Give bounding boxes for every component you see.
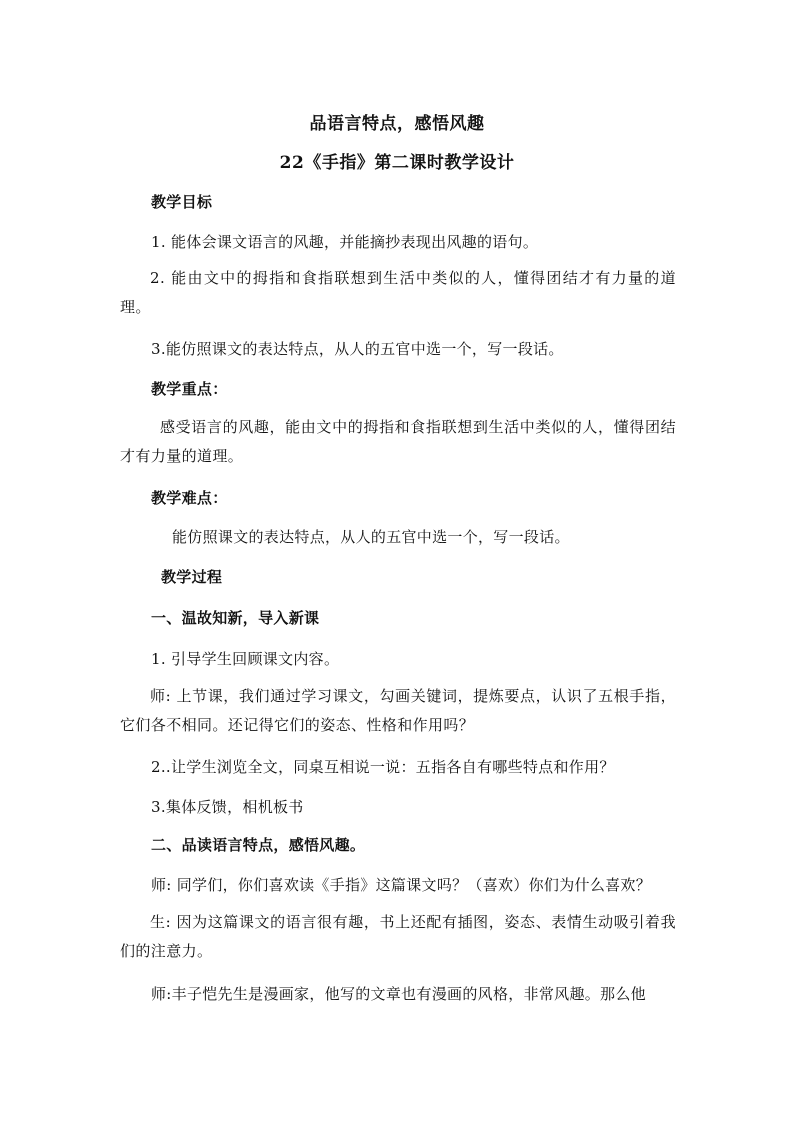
goal-3: 3.能仿照课文的表达特点，从人的五官中选一个，写一段话。 — [151, 340, 564, 358]
section-2-teacher-comment: 师:丰子恺先生是漫画家，他写的文章也有漫画的风格，非常风趣。那么他 — [151, 985, 646, 1003]
section-1-step-1: 1. 引导学生回顾课文内容。 — [151, 650, 340, 668]
goal-2: 2. 能由文中的拇指和食指联想到生活中类似的人，懂得团结才有力量的道理。 — [120, 269, 676, 316]
process-heading: 教学过程 — [161, 568, 223, 586]
goal-1: 1. 能体会课文语言的风趣，并能摘抄表现出风趣的语句。 — [151, 233, 539, 251]
document-subtitle: 22《手指》第二课时教学设计 — [279, 153, 515, 173]
section-2-student-answer: 生: 因为这篇课文的语言很有趣，书上还配有插图，姿态、表情生动吸引着我们的注意力。 — [120, 913, 676, 960]
section-2-teacher-question: 师: 同学们，你们喜欢读《手指》这篇课文吗？（喜欢）你们为什么喜欢？ — [151, 876, 652, 894]
key-points-heading: 教学重点： — [151, 380, 228, 398]
section-1-teacher-prompt: 师: 上节课，我们通过学习课文，勾画关键词，提炼要点，认识了五根手指，它们各不相同。还记得它们的姿态、性格和作用吗？ — [120, 687, 676, 734]
section-1-step-3: 3.集体反馈，相机板书 — [151, 798, 304, 816]
section-2-heading: 二、品读语言特点，感悟风趣。 — [151, 836, 366, 854]
difficulty-text: 能仿照课文的表达特点，从人的五官中选一个，写一段话。 — [172, 528, 570, 546]
section-1-heading: 一、温故知新，导入新课 — [151, 609, 320, 627]
document-title: 品语言特点，感悟风趣 — [309, 114, 485, 134]
key-points-text: 感受语言的风趣，能由文中的拇指和食指联想到生活中类似的人，懂得团结才有力量的道理。 — [120, 418, 676, 465]
difficulty-heading: 教学难点： — [151, 489, 228, 507]
section-1-step-2: 2..让学生浏览全文，同桌互相说一说：五指各自有哪些特点和作用？ — [151, 758, 615, 776]
goals-heading: 教学目标 — [151, 193, 213, 211]
